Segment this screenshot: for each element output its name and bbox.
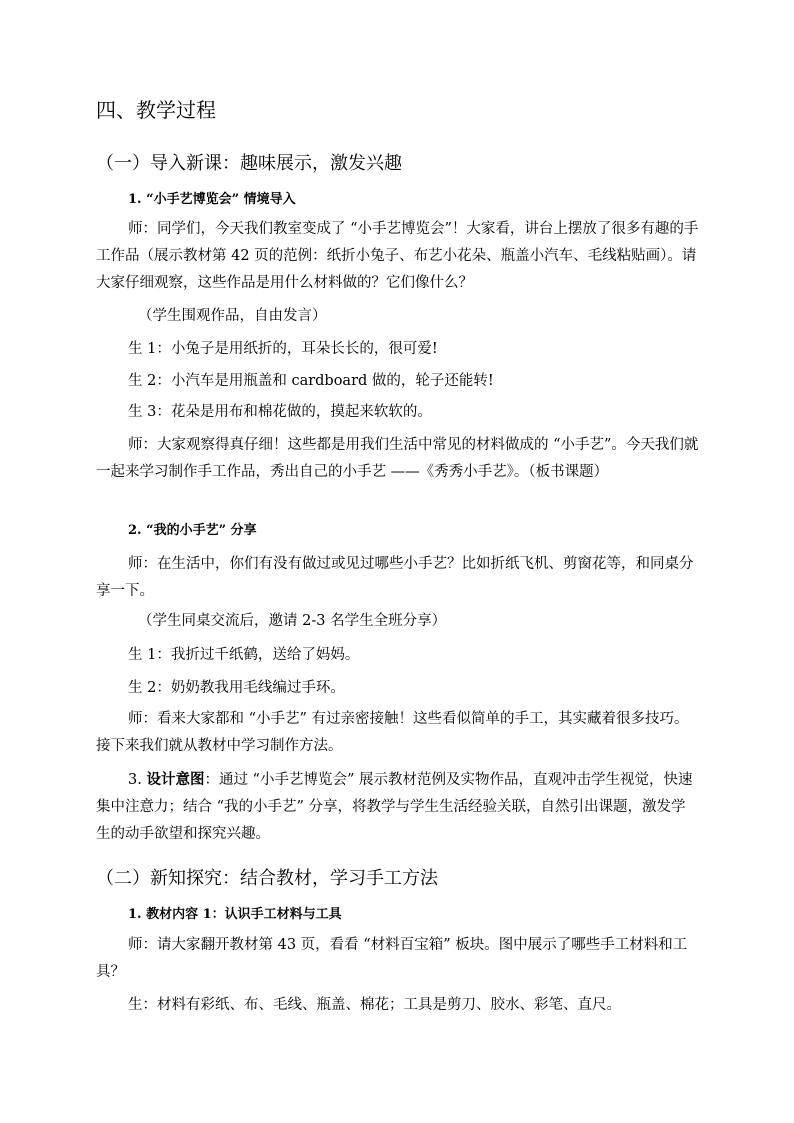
part1-teacher-paragraph-3: 师：在生活中，你们有没有做过或见过哪些小手艺？比如折纸飞机、剪窗花等，和同桌分享一下。 [96, 556, 694, 599]
design-intent-text: ：通过 “小手艺博览会” 展示教材范例及实物作品，直观冲击学生视觉，快速集中注意力；结合 “我的小手艺” 分享，将教学与学生生活经验关联，自然引出课题，激发学生的动手欲望和探究兴趣。 [96, 772, 693, 842]
part1-heading: （一）导入新课：趣味展示，激发兴趣 [96, 153, 402, 174]
part1-item1-title: 1. “小手艺博览会” 情境导入 [128, 192, 296, 207]
design-intent-label: 设计意图 [146, 771, 205, 788]
part1-student-3: 生 3：花朵是用布和棉花做的，摸起来软软的。 [128, 404, 432, 420]
part1-student-4: 生 1：我折过千纸鹤，送给了妈妈。 [128, 647, 360, 663]
part1-teacher-paragraph-2: 师：大家观察得真仔细！这些都是用我们生活中常见的材料做成的 “小手艺”。今天我们就一起来学习制作手工作品，秀出自己的小手艺 ——《秀秀小手艺》。（板书课题） [96, 437, 699, 480]
part1-note-2: （学生同桌交流后，邀请 2-3 名学生全班分享） [138, 613, 447, 629]
part1-note-1: （学生围观作品，自由发言） [138, 308, 327, 324]
section-title: 四、教学过程 [96, 98, 216, 122]
part2-item1-title: 1. 教材内容 1：认识手工材料与工具 [128, 907, 342, 922]
part2-heading: （二）新知探究：结合教材，学习手工方法 [96, 868, 438, 889]
part1-design-intent [96, 766, 700, 848]
part1-item2-title: 2. “我的小手艺” 分享 [128, 523, 257, 538]
part2-teacher-paragraph-1: 师：请大家翻开教材第 43 页，看看 “材料百宝箱” 板块。图中展示了哪些手工材料和工具？ [96, 937, 688, 980]
part1-student-2: 生 2：小汽车是用瓶盖和 cardboard 做的，轮子还能转! [128, 373, 494, 389]
part1-student-1: 生 1：小兔子是用纸折的，耳朵长长的，很可爱! [128, 341, 438, 357]
design-intent-number: 3. [128, 772, 147, 788]
part2-student-1: 生：材料有彩纸、布、毛线、瓶盖、棉花；工具是剪刀、胶水、彩笔、直尺。 [128, 997, 621, 1013]
part1-student-5: 生 2：奶奶教我用毛线编过手环。 [128, 680, 345, 696]
part1-teacher-paragraph-1: 师：同学们，今天我们教室变成了 “小手艺博览会”！大家看，讲台上摆放了很多有趣的手工作品（展示教材第 42 页的范例：纸折小兔子、布艺小花朵、瓶盖小汽车、毛线粘贴画）。请大家仔细观察，这些作品是用什么材料做的？它们像什么？ [96, 221, 699, 291]
part1-teacher-paragraph-4: 师：看来大家都和 “小手艺” 有过亲密接触！这些看似简单的手工，其实藏着很多技巧。接下来我们就从教材中学习制作方法。 [96, 711, 689, 754]
